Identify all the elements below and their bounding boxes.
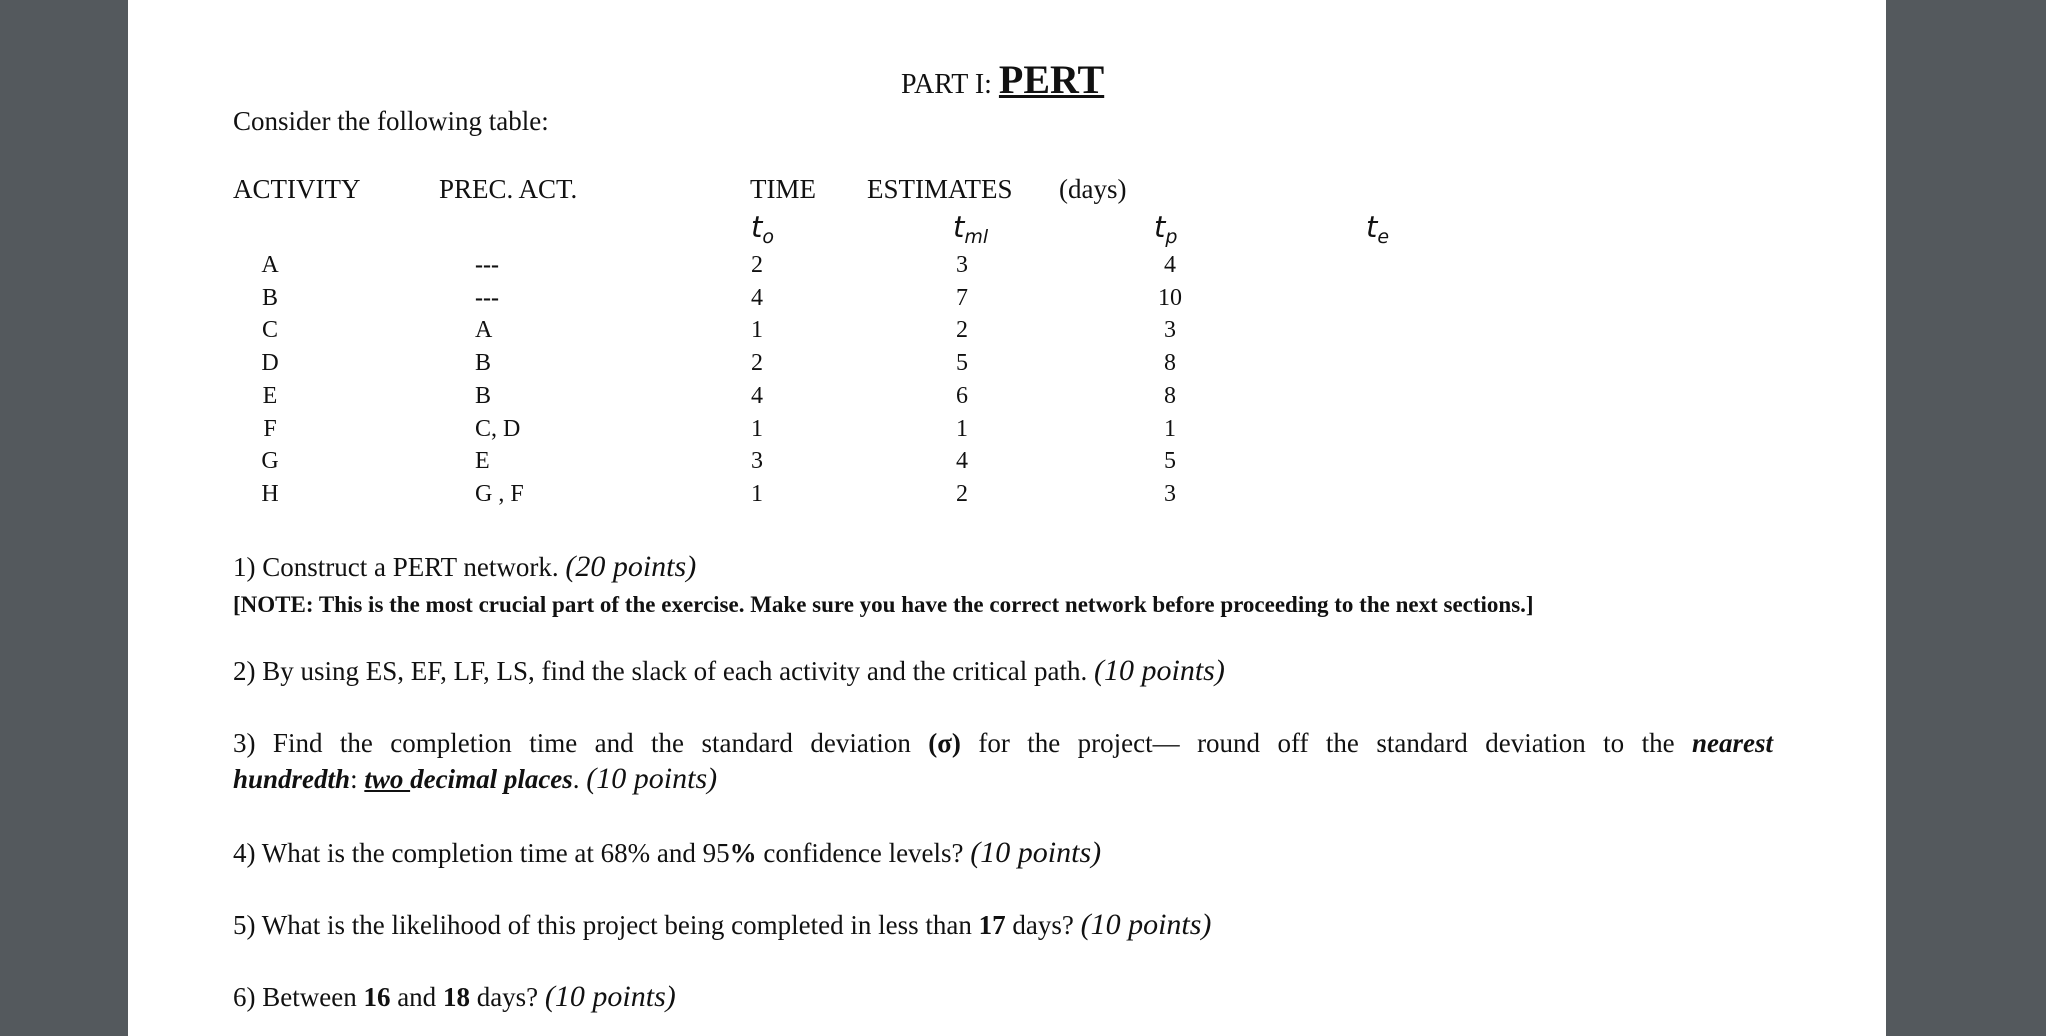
table-cell-activity: B (261, 284, 278, 311)
table-cell-to: 1 (751, 415, 763, 442)
question-5-points: (10 points) (1080, 908, 1212, 941)
q3-word: deviation (810, 728, 911, 758)
table-cell-tml: 3 (956, 252, 968, 278)
question-3-line-1 (233, 728, 1773, 759)
q3-word: (σ) (928, 728, 961, 758)
q3-word: for (978, 728, 1010, 758)
table-cell-tml: 7 (956, 284, 968, 311)
q3-word: round (1197, 728, 1261, 758)
q3-word: nearest (1691, 728, 1773, 758)
table-cell-activity: D (261, 350, 279, 377)
table-cell-tml: 4 (956, 448, 968, 475)
q3-word: off (1277, 728, 1309, 758)
question-5 (233, 908, 1211, 942)
q3-word: standard (1376, 728, 1468, 758)
question-1-points: (20 points) (565, 550, 697, 583)
table-cell-prec: --- (475, 252, 499, 278)
table-cell-tp: 5 (1164, 448, 1176, 475)
table-cell-prec: E (475, 448, 490, 475)
table-cell-tml: 2 (956, 317, 968, 344)
q3-word: project— (1077, 728, 1180, 758)
question-6-and: and (390, 982, 443, 1012)
part-heading (901, 56, 1104, 103)
question-1 (233, 550, 696, 584)
table-cell-tp: 3 (1164, 317, 1176, 344)
table-cell-activity: G (261, 448, 279, 475)
question-6-low-value: 16 (363, 982, 391, 1012)
subheader-te (1366, 210, 1389, 248)
table-cell-prec: B (475, 350, 492, 377)
table-cell-prec: A (475, 317, 493, 344)
table-cell-activity: A (261, 252, 279, 278)
table-cell-to: 3 (751, 448, 763, 475)
subheader-tp (1154, 210, 1177, 248)
table-cell-tml: 1 (956, 415, 968, 442)
q3-word: the (1641, 728, 1675, 758)
subheader-tp-base: t (1154, 210, 1166, 244)
table-cell-to: 4 (751, 284, 763, 311)
question-1-text: 1) Construct a PERT network. (233, 552, 559, 582)
table-cell-tp: 8 (1164, 350, 1176, 377)
question-6-points: (10 points) (544, 980, 676, 1013)
question-4 (233, 836, 1101, 870)
q3-two: two (364, 764, 411, 794)
table-cell-prec: C, D (475, 415, 521, 442)
table-cell-activity: H (261, 480, 279, 507)
table-cell-tml: 2 (956, 480, 968, 507)
subheader-tml-base: t (953, 210, 965, 244)
q3-word: the (1325, 728, 1359, 758)
question-6-high-value: 18 (442, 982, 470, 1012)
table-cell-tp: 1 (1164, 415, 1176, 442)
header-activity: ACTIVITY (233, 174, 361, 204)
q3-word: the (651, 728, 685, 758)
table-cell-activity: F (263, 415, 277, 442)
table-cell-activity: C (261, 317, 278, 344)
table-cell-to: 1 (751, 317, 763, 344)
subheader-tml-sub: ml (964, 226, 989, 248)
q3-word: time (529, 728, 578, 758)
q3-word: standard (701, 728, 793, 758)
subheader-to-sub: o (762, 226, 774, 248)
table-cell-tml: 6 (956, 382, 968, 409)
header-time: TIME (750, 174, 816, 204)
question-5-days-value: 17 (978, 910, 1006, 940)
question-2 (233, 654, 1225, 688)
subheader-te-sub: e (1377, 226, 1390, 248)
heading-prefix: PART I: (901, 69, 992, 100)
document-page (128, 0, 1886, 1036)
intro-text: Consider the following table: (233, 106, 549, 136)
question-3-line-2 (233, 762, 717, 796)
q3-period: . (572, 764, 587, 794)
question-3-points: (10 points) (586, 762, 718, 795)
table-cell-tp: 3 (1164, 480, 1176, 507)
subheader-te-base: t (1366, 210, 1378, 244)
table-cell-tml: 5 (956, 350, 968, 377)
q3-nearest-hundredth: hundredth (233, 764, 351, 794)
table-cell-prec: G , F (475, 480, 524, 507)
q3-word: Find (272, 728, 323, 758)
q3-word: 3) (233, 728, 256, 758)
header-days: (days) (1059, 174, 1127, 204)
q3-word: deviation (1485, 728, 1586, 758)
table-cell-to: 4 (751, 382, 763, 409)
table-cell-tp: 8 (1164, 382, 1176, 409)
question-5-text-end: days? (1005, 910, 1081, 940)
q3-word: and (594, 728, 634, 758)
heading-title: PERT (998, 57, 1105, 102)
question-4-points: (10 points) (970, 836, 1102, 869)
table-cell-to: 2 (751, 350, 763, 377)
header-estimates: ESTIMATES (867, 174, 1013, 204)
question-6-text: 6) Between (233, 982, 364, 1012)
q3-decimal-places: decimal places (410, 764, 573, 794)
subheader-tml (953, 210, 988, 248)
table-cell-prec: --- (475, 284, 499, 311)
q3-colon: : (350, 764, 365, 794)
question-2-points: (10 points) (1094, 654, 1225, 687)
table-cell-tp: 10 (1158, 284, 1182, 311)
table-cell-to: 2 (751, 252, 763, 278)
q3-word: completion (390, 728, 512, 758)
table-cell-prec: B (475, 382, 492, 409)
question-6-text-end: days? (469, 982, 545, 1012)
question-2-text: 2) By using ES, EF, LF, LS, find the slack of each activity and the critical path. (233, 656, 1088, 686)
q3-word: to (1603, 728, 1625, 758)
question-4-text-end: confidence levels? (756, 838, 971, 868)
table-cell-tp: 4 (1164, 252, 1176, 278)
q3-word: the (339, 728, 373, 758)
question-5-text: 5) What is the likelihood of this project being completed in less than (233, 910, 979, 940)
subheader-tp-sub: p (1165, 226, 1178, 248)
question-4-percent: % (729, 838, 757, 868)
header-prec: PREC. ACT. (439, 174, 578, 204)
table-cell-activity: E (262, 382, 278, 409)
question-6 (233, 980, 676, 1014)
subheader-to (751, 210, 774, 248)
question-4-text: 4) What is the completion time at 68% and 95 (233, 838, 730, 868)
q3-word: the (1027, 728, 1061, 758)
table-cell-to: 1 (751, 480, 763, 507)
subheader-to-base: t (751, 210, 763, 244)
note-text: [NOTE: This is the most crucial part of the exercise. Make sure you have the correct network before proceeding to the next sections.] (233, 592, 1534, 617)
